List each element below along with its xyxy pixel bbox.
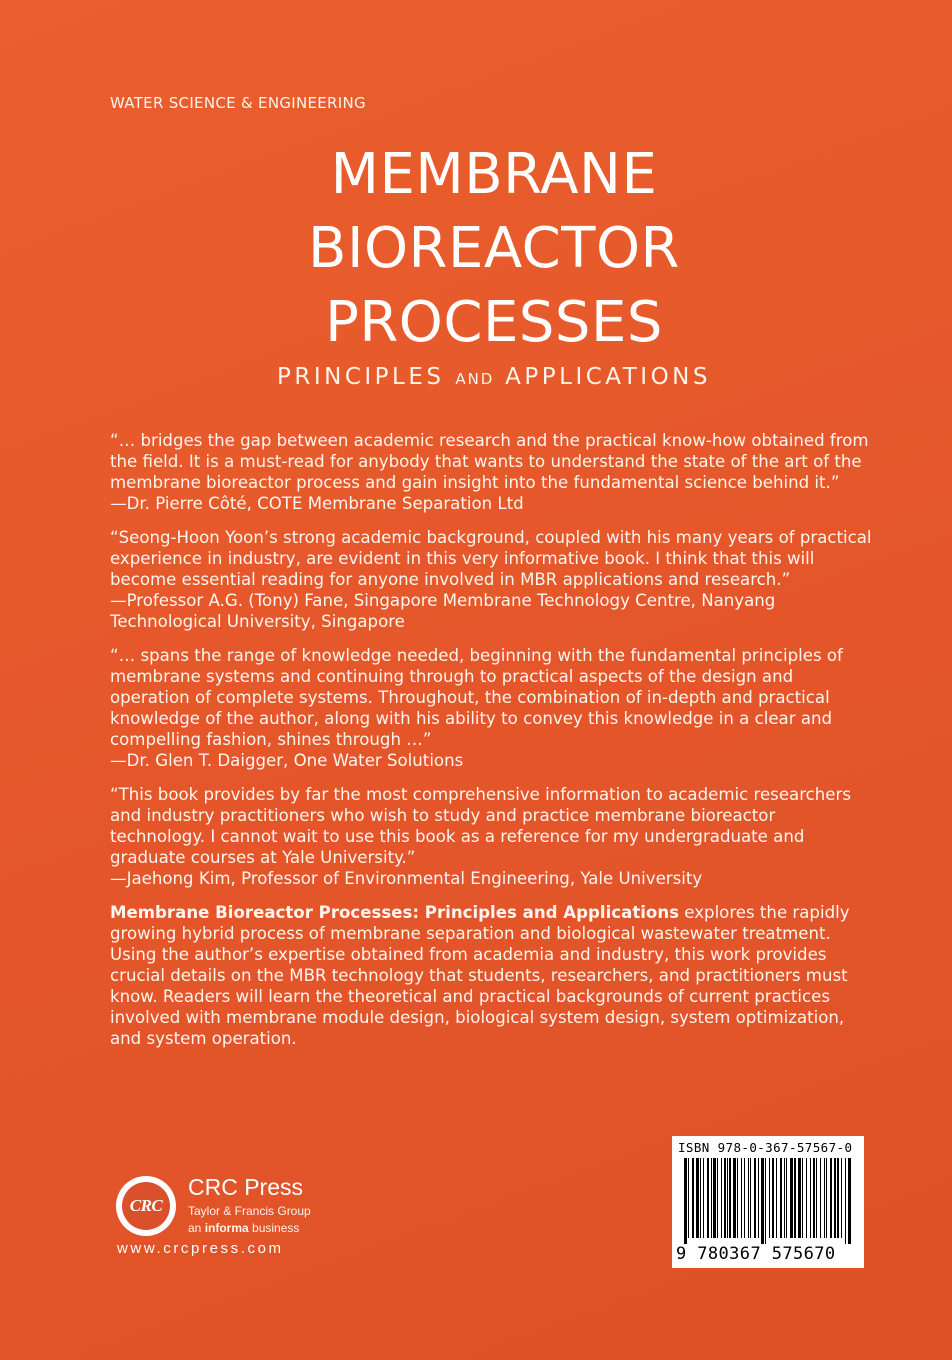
barcode-bar (729, 1158, 731, 1238)
crc-logo-text: CRC (129, 1196, 163, 1215)
barcode-bar (769, 1158, 770, 1238)
barcode-bar (816, 1158, 817, 1238)
barcode-bar (744, 1158, 745, 1238)
informa-prefix: an (188, 1221, 205, 1235)
endorsement-quote (110, 430, 875, 514)
barcode-bar (717, 1158, 718, 1238)
barcode-bar (834, 1158, 836, 1238)
crc-logo-icon (116, 1176, 176, 1236)
crc-logo-inner (122, 1182, 170, 1230)
book-description (110, 902, 875, 1049)
barcode-bar (765, 1158, 766, 1244)
publisher-website: www.crcpress.com (117, 1240, 284, 1257)
barcode-bar (810, 1158, 811, 1238)
description-book-name: Membrane Bioreactor Processes: Principles and Applications (110, 903, 680, 922)
subtitle-and: AND (455, 370, 495, 388)
barcode-bar (806, 1158, 807, 1238)
informa-bold: informa (204, 1221, 249, 1235)
quote-text: “… bridges the gap between academic research and the practical know-how obtained from the field. It is a must-read for anybody that wants to understand the state of the art of the membrane bioreactor process and gain insight into the fundamental science behind it.” (110, 431, 869, 492)
barcode-bar (750, 1158, 751, 1238)
publisher-name: CRC Press (188, 1174, 304, 1200)
informa-suffix: business (248, 1221, 300, 1235)
barcode-bar (696, 1158, 699, 1238)
barcode-bar (802, 1158, 803, 1238)
title-line-2: BIOREACTOR (308, 216, 680, 281)
quote-text: “This book provides by far the most comprehensive information to academic researchers and industry practitioners who wish to study and practice membrane bioreactor technology. I cannot wait to use this book as a reference for my undergraduate and graduate courses at Yale University.” (110, 785, 851, 867)
book-subtitle (0, 364, 952, 390)
barcode-bar (711, 1158, 712, 1238)
endorsement-quote (110, 784, 875, 889)
subtitle-part-2: APPLICATIONS (505, 364, 711, 390)
barcode-bar (841, 1158, 842, 1238)
barcode-bar (790, 1158, 793, 1238)
isbn-barcode (672, 1136, 864, 1268)
quote-text: “Seong-Hoon Yoon’s strong academic background, coupled with his many years of practical experience in industry, are evident in this very informative book. I think that this will become essential reading for anyone involved in MBR applications and research.” (110, 528, 872, 589)
barcode-bar (826, 1158, 827, 1238)
barcode-bar (798, 1158, 801, 1238)
barcode-bars-icon (682, 1158, 854, 1244)
series-label: WATER SCIENCE & ENGINEERING (110, 94, 366, 112)
quote-attribution: —Dr. Glen T. Daigger, One Water Solutions (110, 751, 464, 770)
barcode-bar (713, 1158, 716, 1238)
barcode-bar (794, 1158, 796, 1238)
barcode-bar (786, 1158, 787, 1238)
barcode-bar (741, 1158, 742, 1238)
barcode-bar (707, 1158, 709, 1238)
barcode-bar (780, 1158, 782, 1238)
quote-attribution: —Dr. Pierre Côté, COTE Membrane Separation Ltd (110, 494, 524, 513)
barcode-bar (727, 1158, 728, 1238)
book-title (0, 138, 952, 360)
barcode-bar (813, 1158, 815, 1238)
barcode-bar (820, 1158, 821, 1238)
quote-attribution: —Jaehong Kim, Professor of Environmental Engineering, Yale University (110, 869, 703, 888)
barcode-bar (845, 1158, 846, 1244)
barcode-digits: 9 780367 575670 (676, 1244, 836, 1264)
barcode-bar (684, 1158, 687, 1244)
barcode-bar (848, 1158, 851, 1244)
barcode-bar (721, 1158, 722, 1238)
barcode-bar (724, 1158, 726, 1238)
barcode-bar (754, 1158, 756, 1238)
barcode-bar (761, 1158, 764, 1244)
publisher-block (116, 1172, 376, 1262)
barcode-bar (758, 1158, 759, 1238)
quote-attribution: —Professor A.G. (Tony) Fane, Singapore Membrane Technology Centre, Nanyang Technological University, Singapore (110, 591, 776, 631)
barcode-bar (737, 1158, 738, 1238)
barcode-bar (703, 1158, 704, 1238)
barcode-bar (700, 1158, 701, 1238)
endorsement-quote (110, 645, 875, 771)
title-line-1: MEMBRANE (330, 142, 658, 207)
publisher-informa (188, 1221, 299, 1235)
barcode-bar (772, 1158, 774, 1238)
barcode-bar (688, 1158, 689, 1238)
barcode-bar (837, 1158, 839, 1238)
barcode-bar (784, 1158, 785, 1238)
quote-text: “… spans the range of knowledge needed, beginning with the fundamental principles of membrane systems and continuing through to practical aspects of the design and operation of complete systems. Throughout, the combination of in-depth and practical knowledge of the author, along with his ability to convey this knowledge in a clear and compelling fashion, shines through …” (110, 646, 843, 749)
barcode-bar (830, 1158, 832, 1238)
back-cover-text (110, 430, 875, 1049)
description-text: explores the rapidly growing hybrid process of membrane separation and biological wastewater treatment. Using the author’s expertise obtained from academia and industry, this work provides crucial details on the MBR technology that students, researchers, and practitioners must know. Readers will learn the theoretical and practical backgrounds of current practices involved with membrane module design, biological system design, system optimization, and system operation. (110, 903, 850, 1048)
title-line-3: PROCESSES (325, 290, 663, 355)
isbn-label: ISBN 978-0-367-57567-0 (678, 1140, 853, 1155)
subtitle-part-1: PRINCIPLES (277, 364, 445, 390)
barcode-bar (733, 1158, 736, 1238)
publisher-group: Taylor & Francis Group (188, 1204, 311, 1218)
barcode-bar (748, 1158, 749, 1238)
endorsement-quote (110, 527, 875, 632)
barcode-bar (776, 1158, 777, 1238)
barcode-bar (692, 1158, 694, 1238)
barcode-bar (824, 1158, 825, 1238)
